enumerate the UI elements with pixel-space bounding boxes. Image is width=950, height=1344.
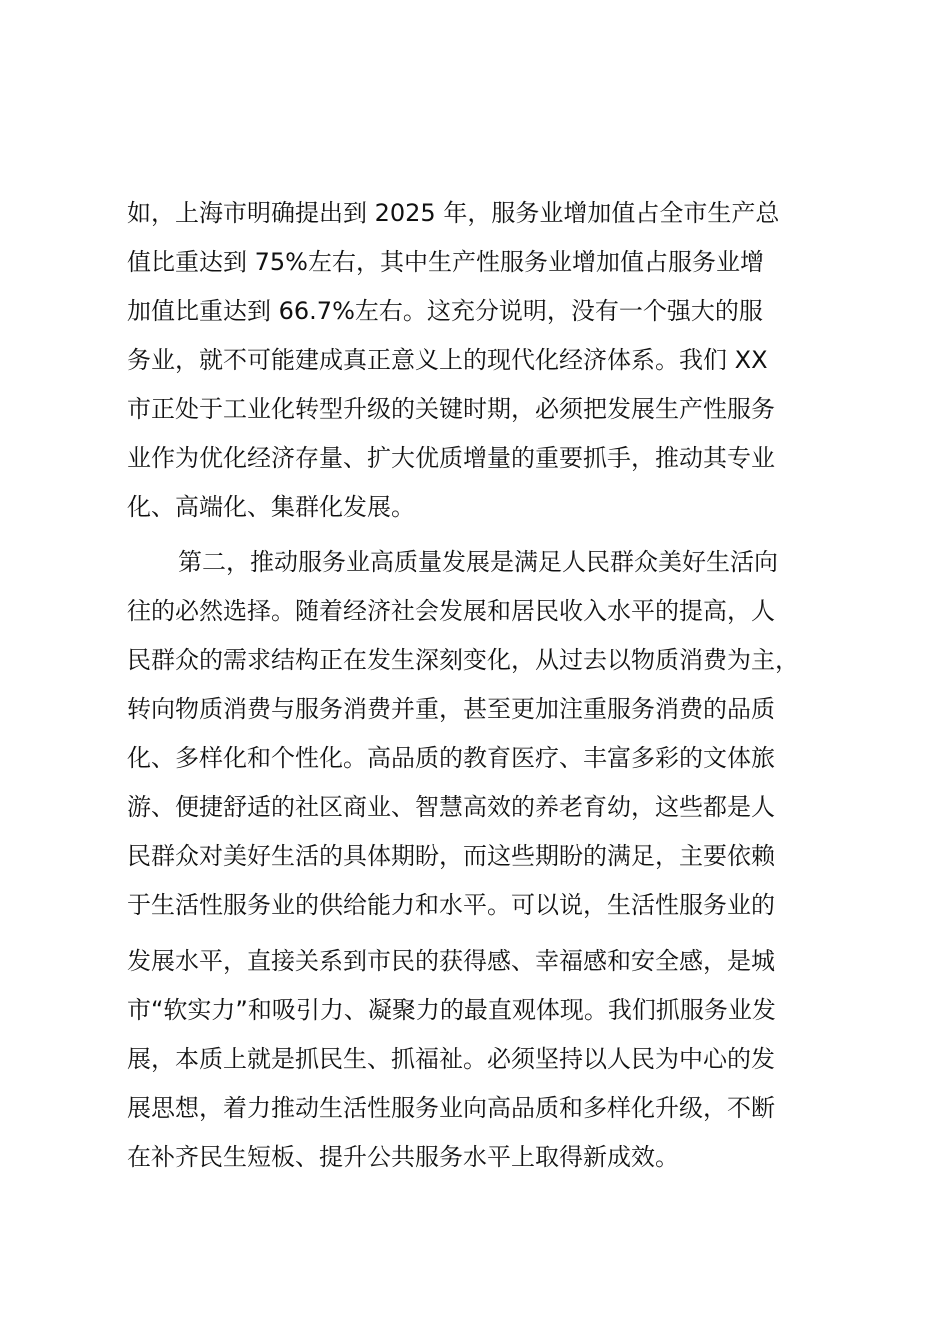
text-line: 民群众对美好生活的具体期盼，而这些期盼的满足，主要依赖 xyxy=(127,842,775,870)
text-line: 加值比重达到 66.7%左右。这充分说明，没有一个强大的服 xyxy=(127,297,763,325)
text-line: 往的必然选择。随着经济社会发展和居民收入水平的提高，人 xyxy=(127,597,775,625)
text-line: 民群众的需求结构正在发生深刻变化，从过去以物质消费为主， xyxy=(127,646,799,674)
text-line: 如，上海市明确提出到 2025 年，服务业增加值占全市生产总 xyxy=(127,199,780,227)
text-line: 化、高端化、集群化发展。 xyxy=(127,493,415,521)
text-line: 业作为优化经济存量、扩大优质增量的重要抓手，推动其专业 xyxy=(127,444,775,472)
text-line: 务业，就不可能建成真正意义上的现代化经济体系。我们 XX xyxy=(127,346,768,374)
text-line: 游、便捷舒适的社区商业、智慧高效的养老育幼，这些都是人 xyxy=(127,793,775,821)
text-line: 化、多样化和个性化。高品质的教育医疗、丰富多彩的文体旅 xyxy=(127,744,775,772)
text-line: 展，本质上就是抓民生、抓福祉。必须坚持以人民为中心的发 xyxy=(127,1045,775,1073)
text-line: 展思想，着力推动生活性服务业向高品质和多样化升级，不断 xyxy=(127,1094,775,1122)
text-line: 转向物质消费与服务消费并重，甚至更加注重服务消费的品质 xyxy=(127,695,775,723)
text-line: 在补齐民生短板、提升公共服务水平上取得新成效。 xyxy=(127,1143,679,1171)
text-line: 市正处于工业化转型升级的关键时期，必须把发展生产性服务 xyxy=(127,395,775,423)
text-line: 市“软实力”和吸引力、凝聚力的最直观体现。我们抓服务业发 xyxy=(127,996,776,1024)
paragraph-first-line: 第二，推动服务业高质量发展是满足人民群众美好生活向 xyxy=(178,548,778,576)
text-line: 发展水平，直接关系到市民的获得感、幸福感和安全感，是城 xyxy=(127,947,775,975)
text-line: 值比重达到 75%左右，其中生产性服务业增加值占服务业增 xyxy=(127,248,764,276)
text-line: 于生活性服务业的供给能力和水平。可以说，生活性服务业的 xyxy=(127,891,775,919)
